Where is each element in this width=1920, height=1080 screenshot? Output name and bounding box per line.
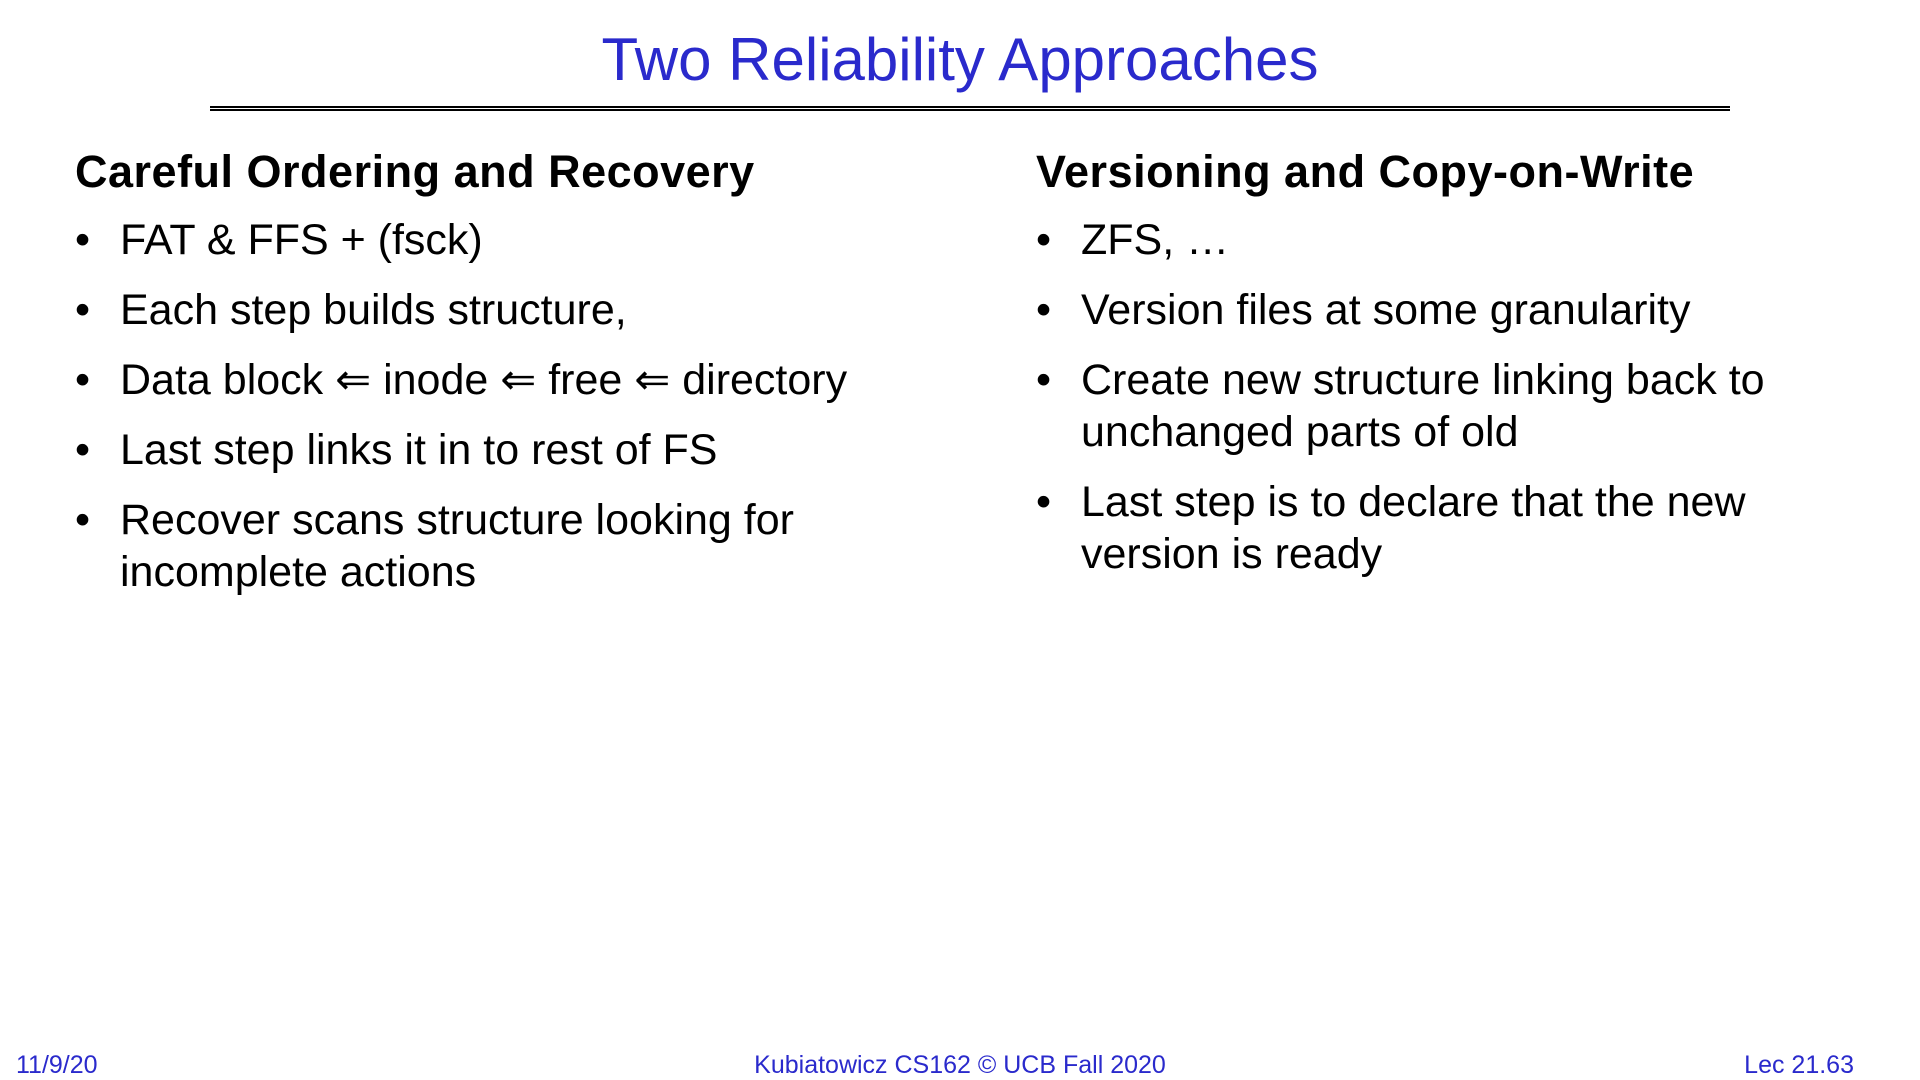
- bullet-text: Recover scans structure looking for incomplete actions: [120, 496, 794, 596]
- bullet-text: ZFS, …: [1081, 216, 1230, 264]
- left-column: [75, 140, 975, 616]
- bullet-icon: •: [75, 426, 91, 474]
- bullet-icon: •: [75, 286, 91, 334]
- bullet-icon: •: [75, 496, 91, 544]
- footer-date: 11/9/20: [16, 1051, 98, 1079]
- bullet-icon: •: [1036, 286, 1052, 334]
- bullet-text: Create new structure linking back to unchanged parts of old: [1081, 356, 1765, 456]
- bullet-text: Data block ⇐ inode ⇐ free ⇐ directory: [120, 356, 848, 404]
- bullet-icon: •: [1036, 478, 1052, 526]
- list-item: [1036, 214, 1856, 266]
- slide-title: Two Reliability Approaches: [601, 26, 1319, 93]
- bullet-icon: •: [75, 216, 91, 264]
- bullet-text: Last step links it in to rest of FS: [120, 426, 718, 474]
- bullet-text: Last step is to declare that the new version is ready: [1081, 478, 1746, 578]
- footer-page-number: Lec 21.63: [1744, 1051, 1854, 1079]
- list-item: [75, 424, 975, 476]
- list-item: [75, 214, 975, 266]
- list-item: [75, 494, 900, 598]
- list-item: [75, 284, 975, 336]
- bullet-text: Each step builds structure,: [120, 286, 627, 334]
- bullet-icon: •: [75, 356, 91, 404]
- right-column-heading: Versioning and Copy-on-Write: [1036, 146, 1695, 197]
- right-column: [1036, 140, 1856, 598]
- left-column-heading: Careful Ordering and Recovery: [75, 146, 755, 197]
- footer-course: Kubiatowicz CS162 © UCB Fall 2020: [754, 1051, 1166, 1079]
- title-divider: [210, 106, 1730, 111]
- right-bullet-list: [1036, 214, 1856, 580]
- bullet-text: Version files at some granularity: [1081, 286, 1691, 334]
- bullet-text: FAT & FFS + (fsck): [120, 216, 483, 264]
- bullet-icon: •: [1036, 216, 1052, 264]
- left-bullet-list: [75, 214, 975, 598]
- list-item: [1036, 284, 1856, 336]
- bullet-icon: •: [1036, 356, 1052, 404]
- list-item: [1036, 476, 1856, 580]
- list-item: [75, 354, 975, 406]
- list-item: [1036, 354, 1856, 458]
